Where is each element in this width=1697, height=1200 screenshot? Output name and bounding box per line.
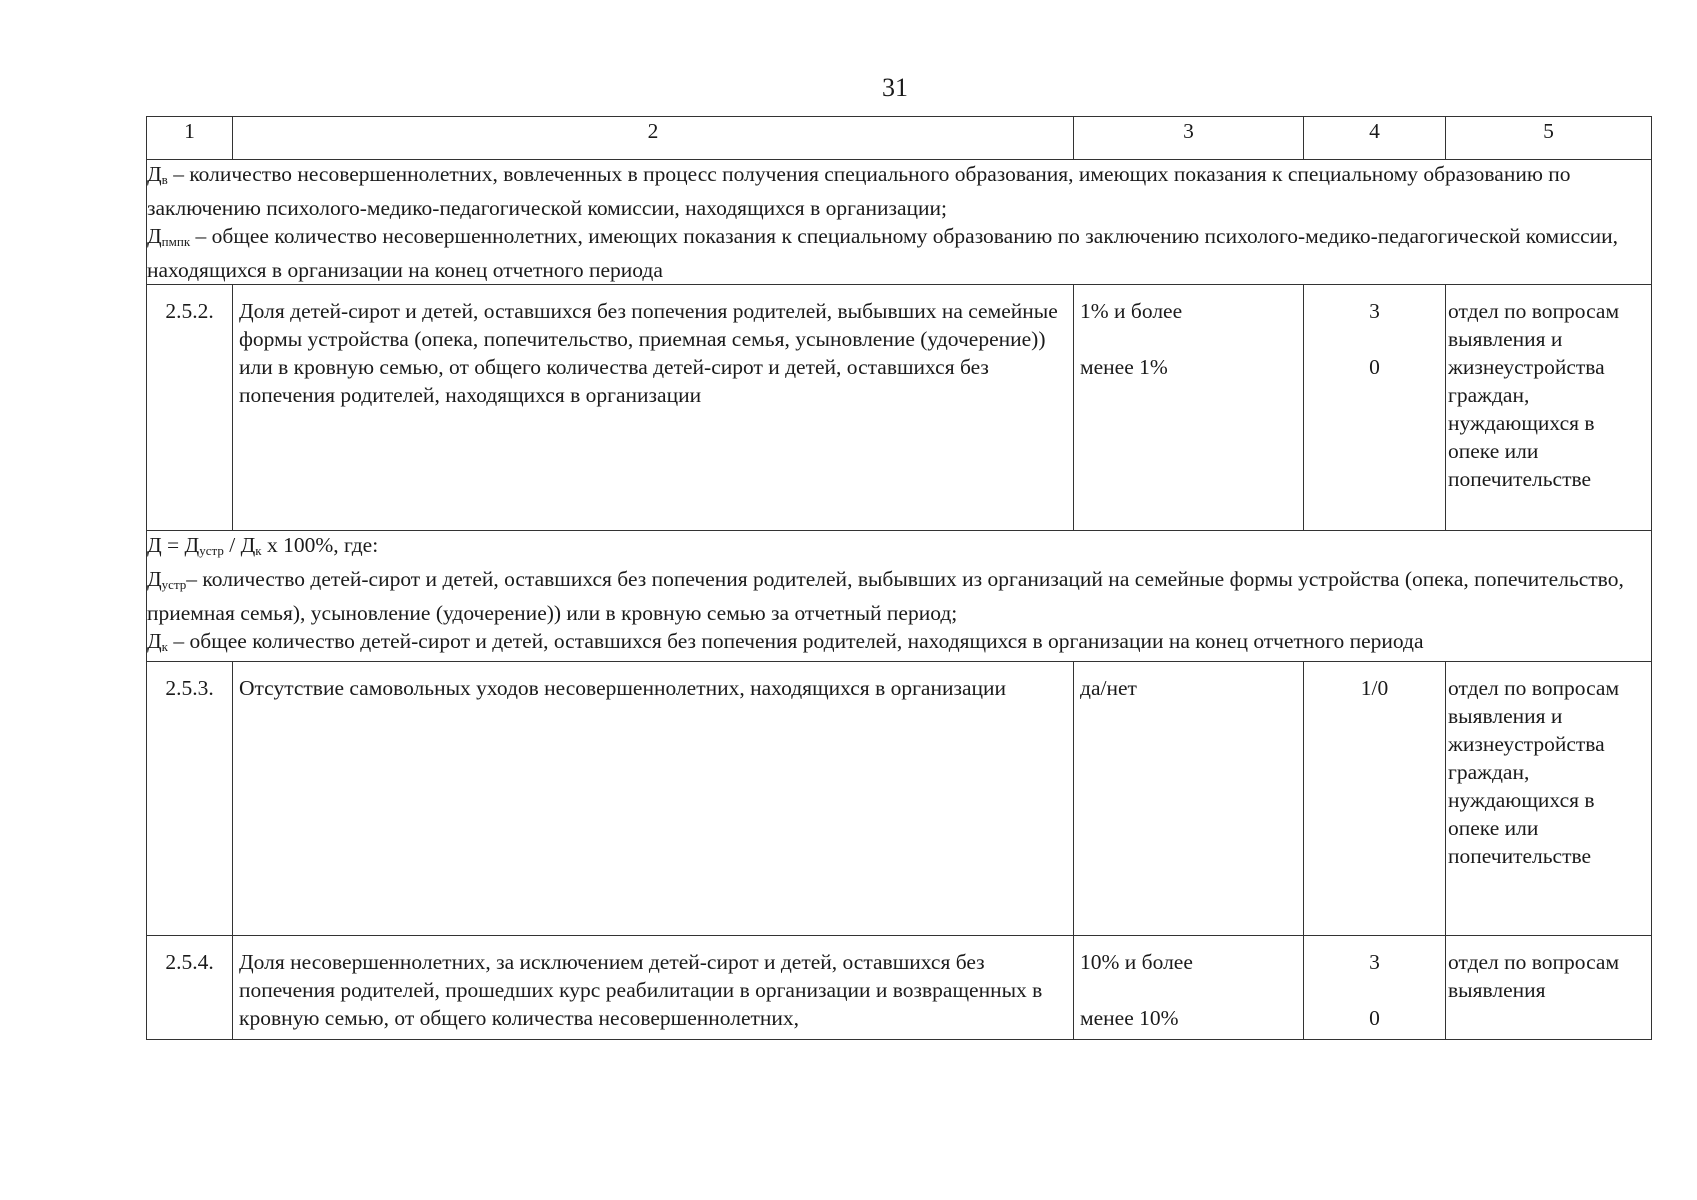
formula-note-row (147, 160, 1652, 285)
criteria-table (146, 116, 1652, 1040)
criteria-value: 10% и более (1080, 950, 1193, 974)
indicator-text: Доля детей-сирот и детей, оставшихся без попечения родителей, выбывших на семейные формы устройства (опека, попечительство, приемная семья, усыновление (удочерение)) или в кровную семью, от общего количества детей-сирот и детей, оставшихся без попечения родителей, находящихся в организации (233, 285, 1074, 531)
indicator-text: Отсутствие самовольных уходов несовершеннолетних, находящихся в организации (233, 662, 1074, 936)
note-dv-line: $Д_в$ – количество несовершеннолетних, вовлеченных в процесс получения специального образования, имеющих показания к специальному образованию по заключению психолого-медико-педагогической комиссии, находящихся в организации; (147, 162, 1571, 220)
criteria-cell (1074, 285, 1304, 531)
note-dpmpk-line: $Д_{пмпк}$ – общее количество несовершеннолетних, имеющих показания к специальному образованию по заключению психолого-медико-педагогической комиссии, находящихся в организации на конец отчетного периода (147, 224, 1619, 282)
criteria-value: 1% и более (1080, 299, 1183, 323)
formula-note-row (147, 531, 1652, 662)
score-value: 1/0 (1304, 662, 1446, 936)
table-row (147, 936, 1652, 1040)
score-cell (1304, 285, 1446, 531)
formula-line: $Д = Д_{устр} / Д_к$ х 100%, где: (147, 533, 379, 558)
header-col-4: 4 (1304, 117, 1446, 160)
criteria-value: менее 1% (1080, 355, 1168, 379)
table-row (147, 285, 1652, 531)
score-value: 0 (1369, 1006, 1380, 1030)
table-row (147, 662, 1652, 936)
header-col-3: 3 (1074, 117, 1304, 160)
score-cell (1304, 936, 1446, 1040)
criteria-value: менее 10% (1080, 1006, 1179, 1030)
score-value: 3 (1369, 950, 1380, 974)
row-number: 2.5.2. (147, 285, 233, 531)
responsible-dept: отдел по вопросам выявления и жизнеустройства граждан, нуждающихся в опеке или попечительстве (1446, 662, 1652, 936)
header-col-1: 1 (147, 117, 233, 160)
responsible-dept: отдел по вопросам выявления и жизнеустройства граждан, нуждающихся в опеке или попечительстве (1446, 285, 1652, 531)
row-number: 2.5.3. (147, 662, 233, 936)
row-number: 2.5.4. (147, 936, 233, 1040)
criteria-value: да/нет (1074, 662, 1304, 936)
header-row (147, 117, 1652, 160)
indicator-text: Доля несовершеннолетних, за исключением детей-сирот и детей, оставшихся без попечения родителей, прошедших курс реабилитации в организации и возвращенных в кровную семью, от общего количества несовершеннолетних, (233, 936, 1074, 1040)
header-col-2: 2 (233, 117, 1074, 160)
score-value: 0 (1369, 355, 1380, 379)
score-value: 3 (1369, 299, 1380, 323)
responsible-dept: отдел по вопросам выявления (1446, 936, 1652, 1040)
note-dustr-line: $Д_{устр}-$ количество детей-сирот и детей, оставшихся без попечения родителей, выбывших из организаций на семейные формы устройства (опека, попечительство, приемная семья), усыновление (удочерение)) или в кровную семью за отчетный период; (147, 567, 1624, 625)
page-number: 31 (882, 73, 908, 102)
header-col-5: 5 (1446, 117, 1652, 160)
note-dk-line: $Д_к$ – общее количество детей-сирот и детей, оставшихся без попечения родителей, находящихся в организации на конец отчетного периода (147, 629, 1424, 654)
criteria-cell (1074, 936, 1304, 1040)
